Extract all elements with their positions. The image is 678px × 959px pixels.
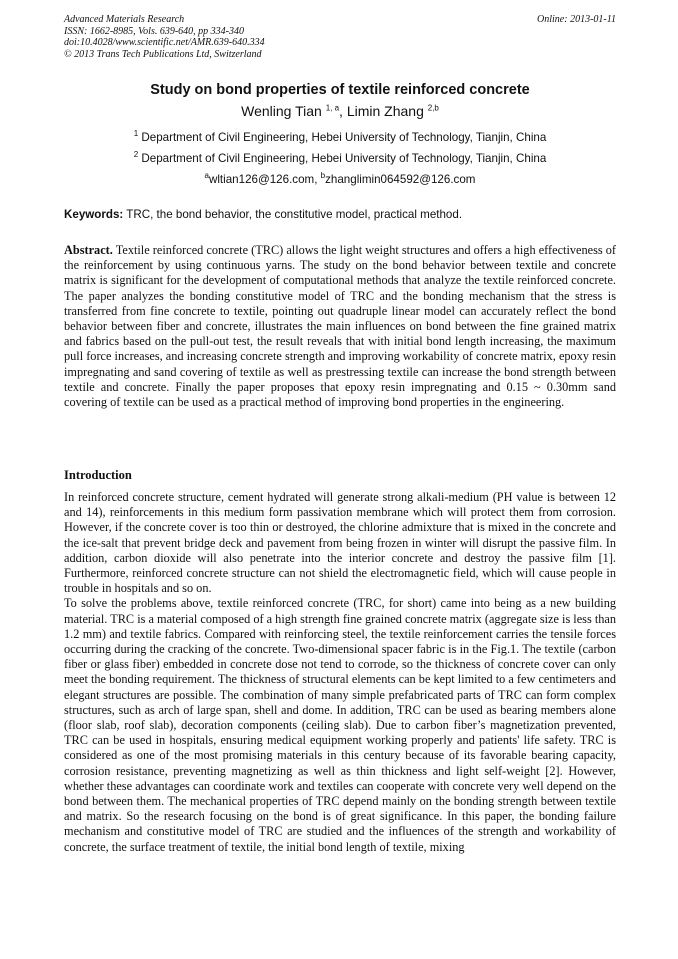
affiliation-2 <box>64 152 616 165</box>
abstract-text: Textile reinforced concrete (TRC) allows the light weight structures and offers a high effectiveness of the reinforcement by using continuous yarns. The study on the bond behavior between textile and concrete matrix is significant for the development of computational methods that analyze the textile reinforced concrete. The paper analyzes the bonding constitutive model of TRC and the bonding mechanism that the stress is transferred from fine concrete to textile, pointing out quadruple linear model can accurately reflect the bond behavior between fiber and concrete, illustrates the main influences on bond between the fine grained matrix and fabrics based on the pull-out test, the result reveals that with initial bond length increasing, the maximum pull force increases, and increasing concrete strength and improving workability of concrete matrix, epoxy resin impregnating and sand covering of textile as well as prestressing textile can increase the bond strength between textile and concrete. Finally the paper proposes that epoxy resin impregnating and 0.15 ~ 0.30mm sand covering of textile can be used as a practical method of improving bond properties in the engineering. <box>64 243 616 410</box>
affiliation-2-text: Department of Civil Engineering, Hebei University of Technology, Tianjin, China <box>138 152 547 165</box>
author-2: Limin Zhang <box>346 103 424 119</box>
affiliation-1 <box>64 131 616 144</box>
introduction-heading: Introduction <box>64 468 132 482</box>
affiliation-2-mark: 2 <box>133 150 139 160</box>
introduction-paragraph-2: To solve the problems above, textile reinforced concrete (TRC, for short) came into being as a new building material. TRC is a material composed of a high strength fine grained concrete matrix (aggregate size is less than 1.2 mm) and textile fabrics. Compared with reinforcing steel, the textile reinforcement carries the tensile forces occurring during the cracking of the concrete. Two-dimensional spacer fabric is in the Fig.1. The textile (carbon fiber or glass fiber) embedded in concrete dose not tend to corrode, so the thickness of concrete cover can only meet the bonding requirement. The thickness of structural elements can be kept limited to a few centimeters and elegant structures are possible. The combination of many simple prefabricated parts of TRC can form complex structures, such as arch of large span, shell and dome. In addition, TRC can be used as bearing members alone (floor slab, roof slab), decoration components (ceiling slab). Due to carbon fiber’s magnetization prevented, TRC can be used in hospitals, ensuring medical equipment working properly and patients' life safety. TRC is considered as one of the most promising materials in this century because of its favorable bearing capacity, corrosion resistance, preventing magnetizing as well as thin thickness and light self-weight [2]. However, whether these advantages can coordinate work and textiles can cooperate with concrete very well depend on the bond between them. The mechanical properties of TRC depend mainly on the bonding strength between textile and matrix. So the research focusing on the bond is of great significance. In this paper, the bonding failure mechanism and constitutive model of TRC are studied and the influences of the strength and workability of concrete, the surface treatment of textile, the initial bond length of textile, mixing <box>64 596 616 854</box>
paper-title: Study on bond properties of textile reinforced concrete <box>150 82 530 98</box>
email-1-mark: a <box>204 171 209 181</box>
email-line <box>64 173 616 186</box>
abstract <box>64 243 616 410</box>
copyright-line: © 2013 Trans Tech Publications Ltd, Switzerland <box>64 48 262 60</box>
doi-line: doi:10.4028/www.scientific.net/AMR.639-640.334 <box>64 37 265 49</box>
journal-name: Advanced Materials Research <box>64 14 185 25</box>
author-1: Wenling Tian <box>241 103 322 119</box>
introduction-paragraph-1: In reinforced concrete structure, cement hydrated will generate strong alkali-medium (PH value is between 12 and 14), reinforcements in this medium form passivation membrane which will protect them from corrosion. However, if the concrete cover is too thin or destroyed, the chlorine admixture that is mixed in the concrete and the ice-salt that prevent bridge deck and pavement from being frozen in winter will disrupt the passive film. In addition, carbon dioxide will also penetrate into the interior concrete and destroy the passive film [1]. Furthermore, reinforced concrete structure can not shield the electromagnetic field, which will cause people in trouble in hospitals and so on. <box>64 490 616 596</box>
author-1-affiliation-mark: 1, a <box>325 103 340 113</box>
affiliation-1-mark: 1 <box>133 129 139 139</box>
keywords <box>64 208 616 221</box>
author-2-affiliation-mark: 2,b <box>427 103 439 113</box>
email-1: wltian126@126.com, <box>208 173 321 186</box>
email-2: zhanglimin064592@126.com <box>325 173 476 186</box>
email-2-mark: b <box>320 171 326 181</box>
keywords-label: Keywords: <box>64 208 124 221</box>
author-separator: , <box>339 103 347 119</box>
issn-line: ISSN: 1662-8985, Vols. 639-640, pp 334-340 <box>64 25 244 37</box>
author-line <box>64 103 616 119</box>
affiliation-1-text: Department of Civil Engineering, Hebei University of Technology, Tianjin, China <box>138 131 547 144</box>
abstract-label: Abstract. <box>64 243 113 257</box>
online-date: Online: 2013-01-11 <box>537 14 616 25</box>
introduction-body <box>64 490 616 855</box>
journal-header <box>64 14 616 60</box>
keywords-text: TRC, the bond behavior, the constitutive model, practical method. <box>123 208 463 221</box>
